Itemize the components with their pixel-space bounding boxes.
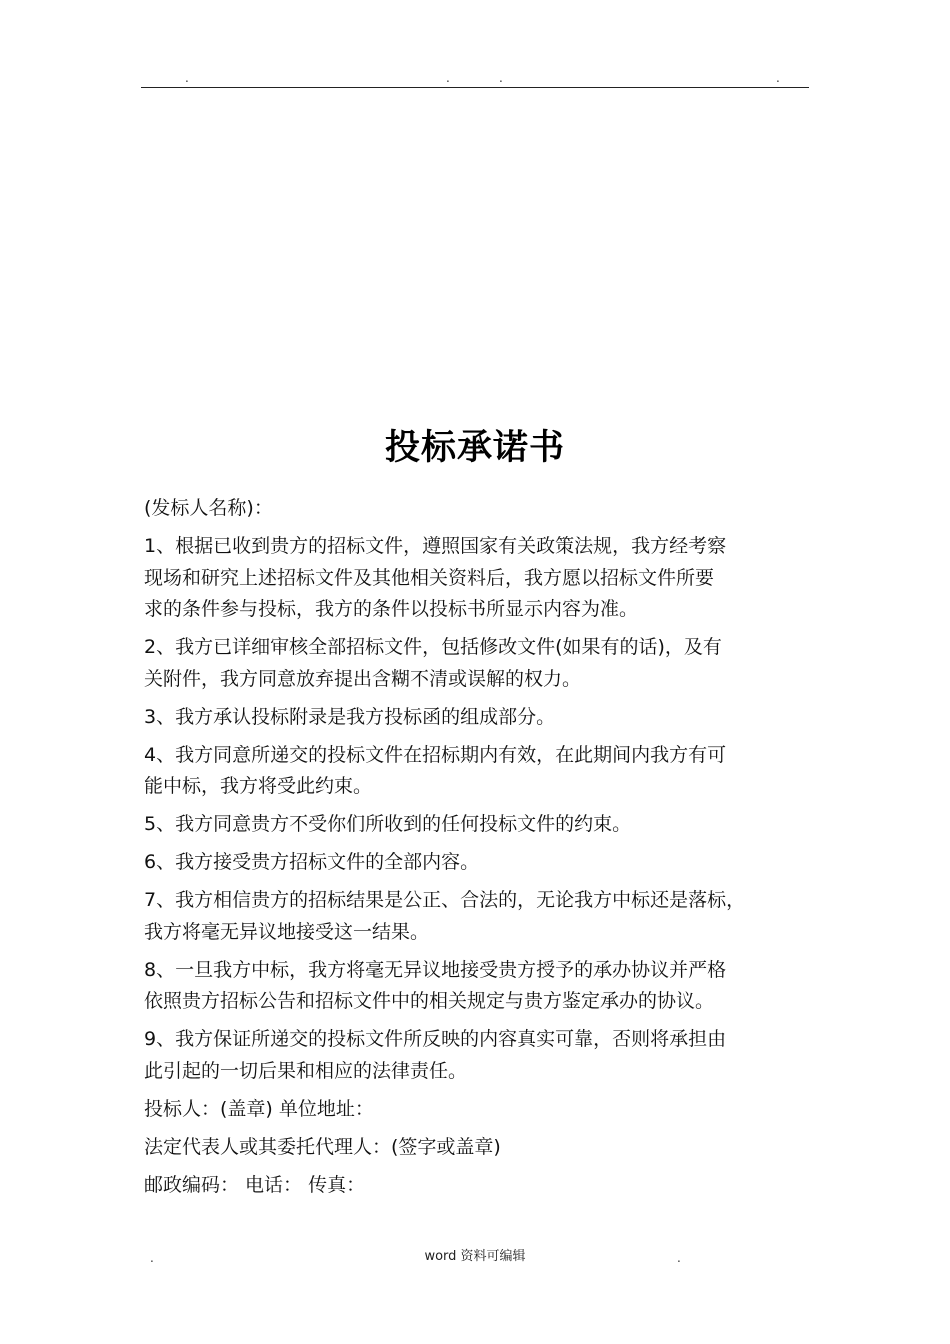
addressee: (发标人名称)：: [144, 497, 273, 519]
item-8-line-2: 依照贵方招标公告和招标文件中的相关规定与贵方鉴定承办的协议。: [144, 990, 715, 1012]
item-6: [144, 847, 834, 879]
item-2-line-1: 2、我方已详细审核全部招标文件，包括修改文件(如果有的话)，及有: [144, 636, 722, 658]
signature-bidder: 投标人：(盖章) 单位地址：: [144, 1097, 374, 1120]
header-dot-4: .: [776, 71, 780, 85]
item-4-line-2: 能中标，我方将受此约束。: [144, 775, 373, 797]
item-5-line-1: 5、我方同意贵方不受你们所收到的任何投标文件的约束。: [144, 813, 632, 835]
item-4-line-1: 4、我方同意所递交的投标文件在招标期内有效，在此期间内我方有可: [144, 743, 727, 766]
header-dot-1: .: [185, 71, 189, 85]
item-7-line-1: 7、我方相信贵方的招标结果是公正、合法的，无论我方中标还是落标，: [144, 889, 746, 911]
item-7-line-2: 我方将毫无异议地接受这一结果。: [144, 920, 430, 943]
item-1-line-1: 1、根据已收到贵方的招标文件，遵照国家有关政策法规，我方经考察: [144, 535, 727, 557]
item-1-line-2: 现场和研究上述招标文件及其他相关资料后，我方愿以招标文件所要: [144, 566, 715, 589]
item-3: [144, 702, 834, 734]
header-dot-3: .: [499, 71, 503, 85]
footer-right-dot: .: [677, 1251, 681, 1265]
item-8: [144, 955, 834, 1018]
item-8-line-1: 8、一旦我方中标，我方将毫无异议地接受贵方授予的承办协议并严格: [144, 958, 727, 981]
item-4: [144, 740, 834, 803]
document-body: [144, 493, 834, 1208]
item-7: [144, 885, 834, 948]
footer-left-dot: .: [150, 1251, 154, 1265]
item-1: [144, 531, 834, 626]
item-3-line-1: 3、我方承认投标附录是我方投标函的组成部分。: [144, 705, 556, 728]
item-2-line-2: 关附件，我方同意放弃提出含糊不清或误解的权力。: [144, 667, 582, 690]
item-9-line-1: 9、我方保证所递交的投标文件所反映的内容真实可靠，否则将承担由: [144, 1028, 727, 1050]
page-footer: [0, 1249, 950, 1269]
footer-text: word 资料可编辑: [424, 1249, 526, 1264]
header-dot-2: .: [446, 71, 450, 85]
item-2: [144, 632, 834, 695]
signature-contact: 邮政编码： 电话： 传真：: [144, 1173, 366, 1196]
item-9: [144, 1024, 834, 1087]
signature-representative: 法定代表人或其委托代理人：(签字或盖章): [144, 1135, 501, 1158]
document-title: 投标承诺书: [384, 428, 565, 468]
item-5: [144, 809, 834, 841]
item-9-line-2: 此引起的一切后果和相应的法律责任。: [144, 1059, 468, 1082]
item-6-line-1: 6、我方接受贵方招标文件的全部内容。: [144, 851, 480, 873]
header-rule: [141, 87, 809, 88]
item-1-line-3: 求的条件参与投标，我方的条件以投标书所显示内容为准。: [144, 598, 639, 620]
